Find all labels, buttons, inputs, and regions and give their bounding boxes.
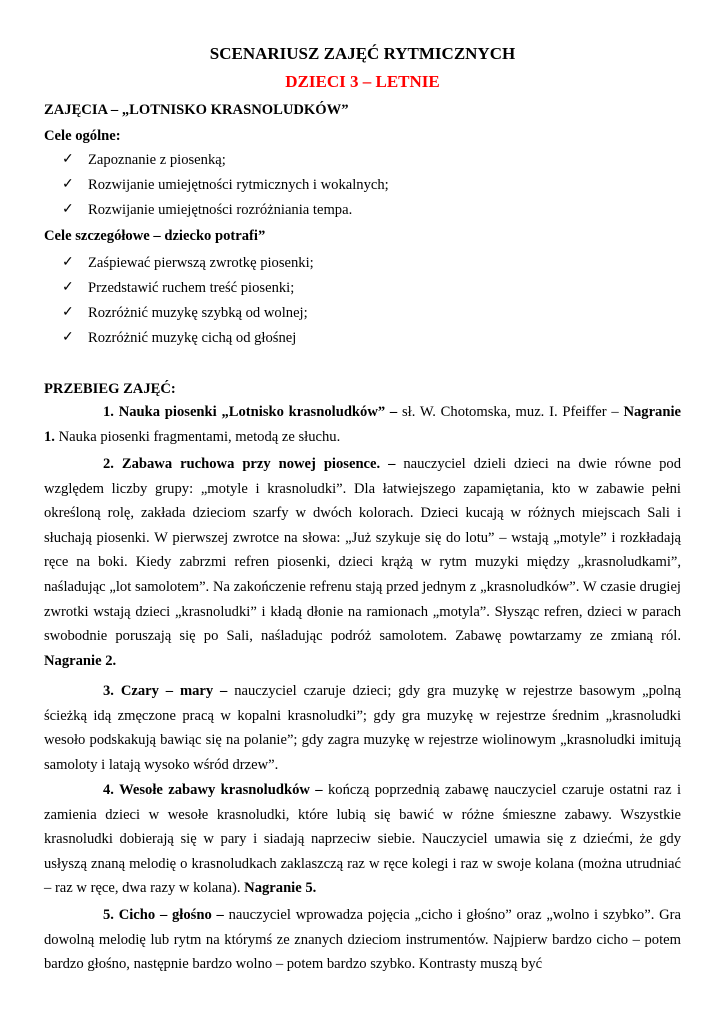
step-2 <box>44 452 681 673</box>
cele-szczegolowe-heading: Cele szczegółowe – dziecko potrafi” <box>44 228 266 244</box>
step-1-label: 1. Nauka piosenki „Lotnisko krasnoludków” – <box>103 404 398 420</box>
step-5-label: 5. Cicho – głośno – <box>103 907 224 923</box>
document-title: SCENARIUSZ ZAJĘĆ RYTMICZNYCH <box>209 44 516 63</box>
cele-ogolne-heading: Cele ogólne: <box>44 128 121 144</box>
zajecia-heading: ZAJĘCIA – „LOTNISKO KRASNOLUDKÓW” <box>44 102 349 118</box>
step-4-text: kończą poprzednią zabawę nauczyciel czaruje ostatni raz i zamienia dzieci w wesołe krasnoludki, które lubią się bawić w różne śmieszne zabawy. Wszystkie krasnoludki dobierają się w pary i siadają naprzeciw siebie. Nauczyciel umawia się z dziećmi, że gdy usłyszą znaną melodię o krasnoludkach zaklaszczą raz w ręce kolegi i raz w swoje kolana (można utrudniać – raz w ręce, dwa razy w kolana). <box>44 782 681 897</box>
list-item: Rozróżnić muzykę cichą od głośnej <box>88 330 297 346</box>
step-3-label: 3. Czary – mary – <box>103 683 228 699</box>
step-3-text: nauczyciel czaruje dzieci; gdy gra muzykę w rejestrze basowym „polną ścieżką idą zmęczone pracą w kopalni krasnoludki”; gdy gra muzykę w rejestrze średnim „krasnoludki wesoło podskakują bawiąc się na polanie”; gdy zagra muzykę w rejestrze wiolinowym „krasnoludki imitują samoloty i latają wysoko wśród drzew”. <box>44 683 682 773</box>
list-item: Przedstawić ruchem treść piosenki; <box>88 280 295 296</box>
step-2-recording: Nagranie 2. <box>44 652 117 669</box>
step-1-recording: Nagranie 1. <box>44 404 681 445</box>
step-1-text: sł. W. Chotomska, muz. I. Pfeiffer – <box>397 404 624 420</box>
przebieg-heading: PRZEBIEG ZAJĘĆ: <box>44 381 176 397</box>
check-icon: ✓ <box>62 305 74 320</box>
step-4 <box>44 778 681 901</box>
check-icon: ✓ <box>62 280 74 295</box>
step-3 <box>44 679 681 777</box>
list-item: Zapoznanie z piosenką; <box>88 152 226 168</box>
check-icon: ✓ <box>62 152 74 167</box>
document-subtitle: DZIECI 3 – LETNIE <box>285 72 440 91</box>
step-5-text: nauczyciel wprowadza pojęcia „cicho i głośno” oraz „wolno i szybko”. Gra dowolną melodię lub rytm na którymś ze znanych dzieciom instrumentów. Najpierw bardzo cicho – potem bardzo głośno, następnie bardzo wolno – potem bardzo szybko. Kontrasty muszą być <box>44 907 681 973</box>
check-icon: ✓ <box>62 330 74 345</box>
step-1-tail: Nauka piosenki fragmentami, metodą ze słuchu. <box>54 428 341 445</box>
list-item: Rozwijanie umiejętności rozróżniania tempa. <box>88 202 353 218</box>
check-icon: ✓ <box>62 202 74 217</box>
check-icon: ✓ <box>62 177 74 192</box>
step-1 <box>44 400 681 449</box>
step-5 <box>44 903 681 977</box>
step-2-text: nauczyciel dzieli dzieci na dwie równe pod względem liczby grupy: „motyle i krasnoludki”. Dla łatwiejszego zapamiętania, kto w zabawie pełni określoną rolę, zakłada dzieciom szarfy w dwóch kolorach. Dzieci kucają w różnych miejscach Sali i słuchają piosenki. W pierwszej zwrotce na słowa: „Już szykuje się do lotu” – wstają „motyle” i rozkładają ręce na boki. Kiedy zabrzmi refren piosenki, dzieci krążą w rytm muzyki między „krasnoludkami”, naśladując „lot samolotem”. Na zakończenie refrenu stają przed jednym z „krasnoludków”. W czasie drugiej zwrotki wstają dzieci „krasnoludki” i kładą dłonie na ramionach „motyla”. Słysząc refren, dzieci w parach swobodnie poruszają się po Sali, naśladując podróż samolotem. Zabawę powtarzamy ze zmianą ról. <box>44 456 681 645</box>
step-2-label: 2. Zabawa ruchowa przy nowej piosence. – <box>103 456 396 472</box>
list-item: Rozróżnić muzykę szybką od wolnej; <box>88 305 308 321</box>
step-4-label: 4. Wesołe zabawy krasnoludków – <box>103 782 323 798</box>
check-icon: ✓ <box>62 255 74 270</box>
list-item: Rozwijanie umiejętności rytmicznych i wokalnych; <box>88 177 389 193</box>
list-item: Zaśpiewać pierwszą zwrotkę piosenki; <box>88 255 314 271</box>
step-4-recording: Nagranie 5. <box>244 880 317 897</box>
